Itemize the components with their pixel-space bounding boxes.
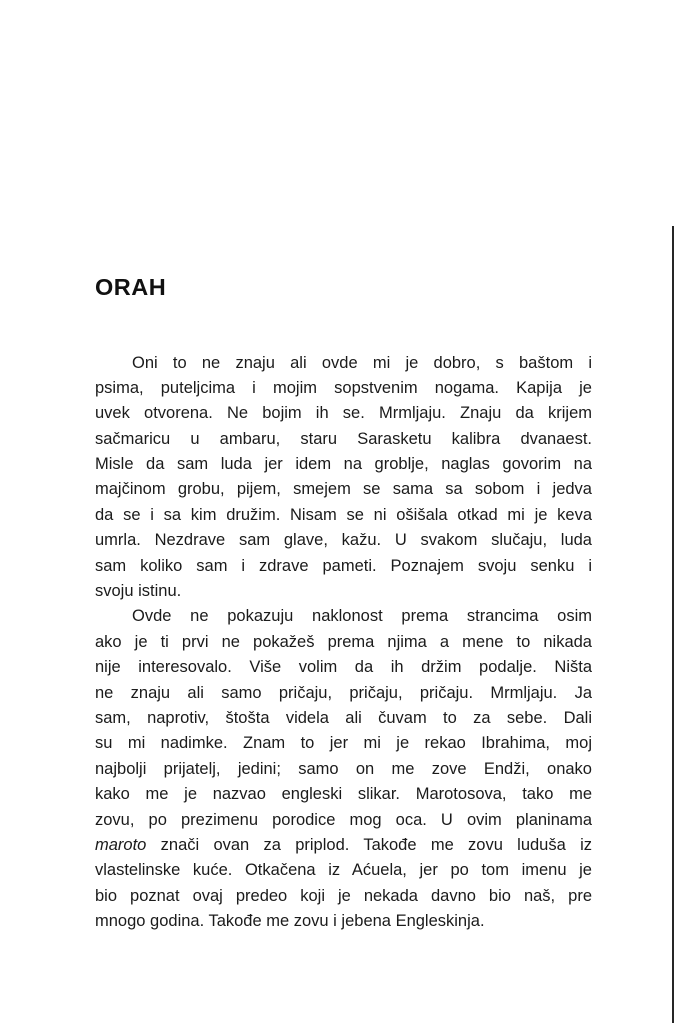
text-line — [95, 503, 592, 528]
text-segment: umrla. Nezdrave sam glave, kažu. U svakom slučaju, luda — [95, 531, 592, 550]
text-segment: Oni to ne znaju ali ovde mi je dobro, s baštom i — [132, 353, 592, 372]
text-segment: najbolji prijatelj, jedini; samo on me zove Endži, onako — [95, 759, 592, 778]
text-segment: sačmaricu u ambaru, staru Sarasketu kalibra dvanaest. — [95, 429, 592, 448]
text-segment: psima, puteljcima i mojim sopstvenim nogama. Kapija je — [95, 378, 592, 397]
text-line — [95, 452, 592, 477]
text-segment: majčinom grobu, pijem, smejem se sama sa sobom i jedva — [95, 480, 592, 499]
text-line — [95, 376, 592, 401]
paragraph — [95, 604, 592, 934]
text-segment: ne znaju ali samo pričaju, pričaju, pričaju. Mrmljaju. Ja — [95, 683, 592, 702]
text-segment: nije interesovalo. Više volim da ih držim podalje. Ništa — [95, 658, 592, 677]
text-block — [95, 351, 592, 935]
text-segment: bio poznat ovaj predeo koji je nekada davno bio naš, pre — [95, 886, 592, 905]
text-segment: vlastelinske kuće. Otkačena iz Aćuela, jer po tom imenu je — [95, 861, 592, 880]
text-segment: ako je ti prvi ne pokažeš prema njima a mene to nikada — [95, 632, 592, 651]
text-segment: svoju istinu. — [95, 582, 182, 601]
text-segment: sam koliko sam i zdrave pameti. Poznajem svoju senku i — [95, 556, 592, 575]
chapter-title: ORAH — [95, 274, 167, 300]
text-line — [95, 477, 592, 502]
text-segment: Ovde ne pokazuju naklonost prema strancima osim — [132, 607, 592, 626]
text-line — [95, 630, 592, 655]
page-content — [95, 276, 592, 934]
text-line — [95, 401, 592, 426]
text-segment: uvek otvorena. Ne bojim ih se. Mrmljaju. Znaju da krijem — [95, 404, 592, 423]
text-line — [95, 579, 592, 604]
text-line — [95, 757, 592, 782]
text-line — [95, 681, 592, 706]
italic-word: maroto — [95, 835, 161, 854]
text-line — [95, 782, 592, 807]
text-line — [95, 655, 592, 680]
text-line — [95, 528, 592, 553]
text-line — [95, 731, 592, 756]
text-line — [95, 351, 592, 376]
text-line — [95, 909, 592, 934]
text-segment: zovu, po prezimenu porodice mog oca. U ovim planinama — [95, 810, 592, 829]
text-line — [95, 884, 592, 909]
text-segment: mnogo godina. Takođe me zovu i jebena Engleskinja. — [95, 912, 485, 931]
text-segment: sam, naprotiv, štošta videla ali čuvam to za sebe. Dali — [95, 708, 592, 727]
text-line — [95, 833, 592, 858]
text-line — [95, 706, 592, 731]
text-segment: Misle da sam luda jer idem na groblje, naglas govorim na — [95, 455, 592, 474]
text-segment: kako me je nazvao engleski slikar. Marotosova, tako me — [95, 785, 592, 804]
text-line — [95, 808, 592, 833]
text-line — [95, 427, 592, 452]
text-line — [95, 858, 592, 883]
paragraph — [95, 351, 592, 605]
text-line — [95, 554, 592, 579]
text-segment: da se i sa kim družim. Nisam se ni ošišala otkad mi je keva — [95, 505, 592, 524]
text-segment: znači ovan za priplod. Takođe me zovu luduša iz — [160, 835, 592, 854]
text-segment: su mi nadimke. Znam to jer mi je rekao Ibrahima, moj — [95, 734, 592, 753]
text-line — [95, 604, 592, 629]
